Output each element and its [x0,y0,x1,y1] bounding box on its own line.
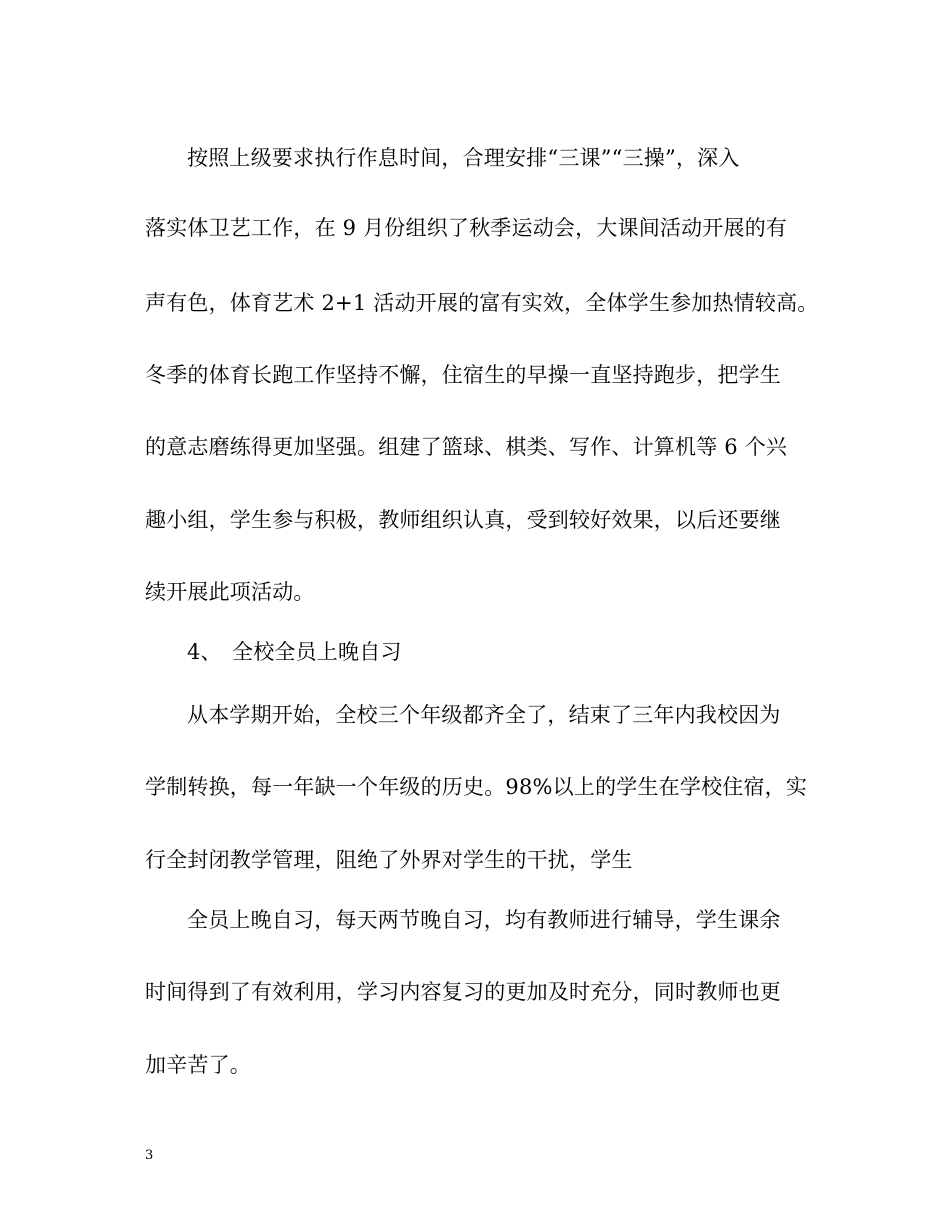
paragraph-1-line-1: 按照上级要求执行作息时间，合理安排“三课”“三操”，深入 [187,146,740,170]
section-4-title: 全校全员上晚自习 [232,640,402,664]
paragraph-3-line-1: 全员上晚自习，每天两节晚自习，均有教师进行辅导，学生课余 [187,908,781,932]
paragraph-3-line-2: 时间得到了有效利用，学习内容复习的更加及时充分，同时教师也更 [145,980,781,1004]
paragraph-1-line-2: 落实体卫艺工作，在 9 月份组织了秋季运动会，大课间活动开展的有 [145,216,788,240]
paragraph-1-line-3: 声有色，体育艺术 2+1 活动开展的富有实效，全体学生参加热情较高。 [145,291,819,315]
paragraph-1-line-4: 冬季的体育长跑工作坚持不懈，住宿生的早操一直坚持跑步，把学生 [145,363,781,387]
paragraph-2-line-1: 从本学期开始，全校三个年级都齐全了，结束了三年内我校因为 [187,703,781,727]
page-number: 3 [145,1148,154,1163]
paragraph-2-line-3: 行全封闭教学管理，阻绝了外界对学生的干扰，学生 [145,848,633,872]
paragraph-2-line-2: 学制转换，每一年缺一个年级的历史。98%以上的学生在学校住宿，实 [145,775,808,799]
section-4-number: 4、 [187,640,222,664]
paragraph-1-line-6: 趣小组，学生参与积极，教师组织认真，受到较好效果，以后还要继 [145,508,781,532]
paragraph-1-line-7: 续开展此项活动。 [145,580,315,604]
paragraph-1-line-5: 的意志磨练得更加坚强。组建了篮球、棋类、写作、计算机等 6 个兴 [145,435,788,459]
paragraph-3-line-3: 加辛苦了。 [145,1053,251,1077]
